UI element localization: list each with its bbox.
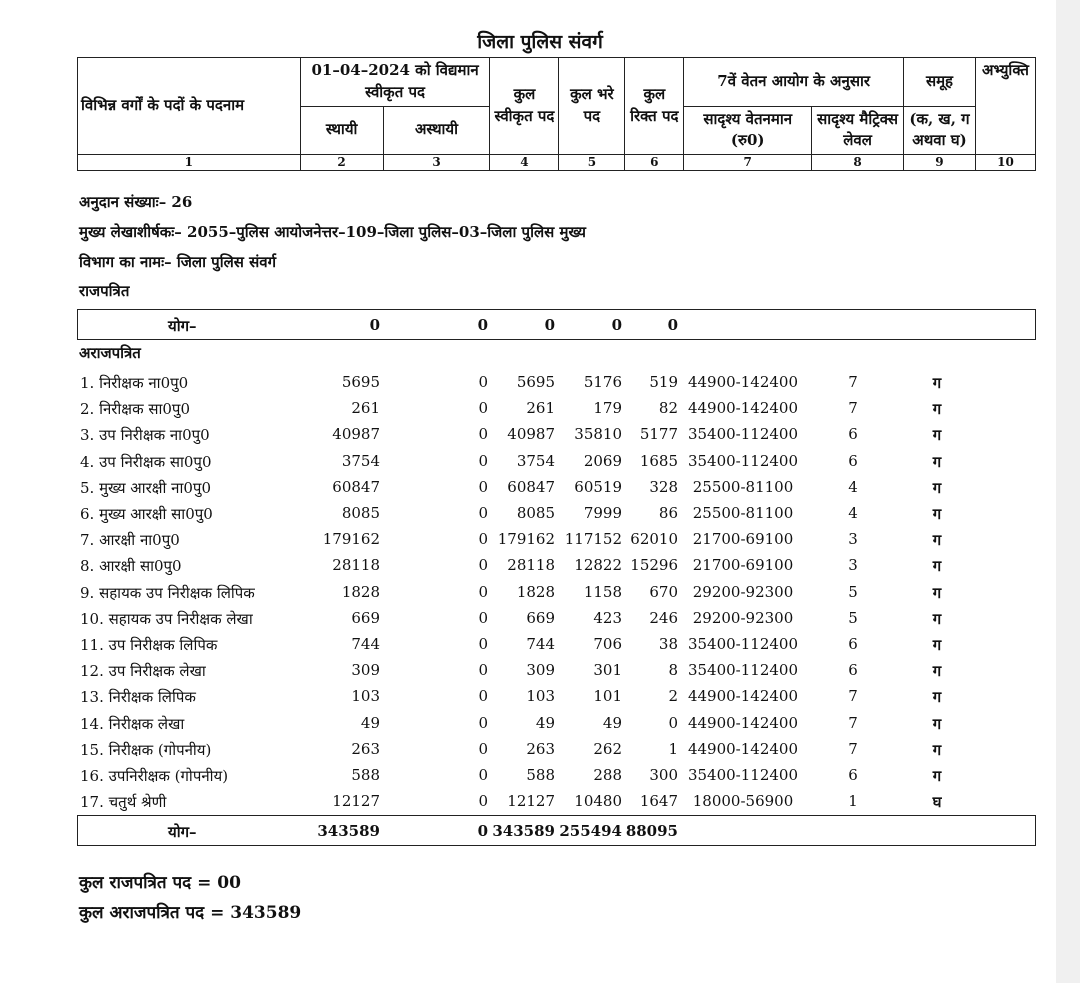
cell-permanent: 669 [351,608,380,627]
cell-total-vacant: 246 [649,608,678,627]
header-temporary: अस्थायी [383,106,490,155]
header-table [77,57,1036,171]
gazetted-total-row [0,312,1080,338]
cell-pay-scale: 44900-142400 [687,739,799,758]
account-head: मुख्य लेखाशीर्षकः– 2055–पुलिस आयोजनेत्तर–109–जिला पुलिस–03–जिला पुलिस मुख्य [79,223,586,241]
cell-pay-scale: 25500-81100 [692,477,794,496]
cell-permanent: 8085 [341,504,380,522]
cell-total-sanctioned: 744 [526,635,555,653]
cell-permanent: 40987 [332,425,380,444]
cell-permanent: 5695 [341,373,380,391]
cell-total-sanctioned: 8085 [516,504,555,522]
cell-total-sanctioned: 12127 [507,792,555,811]
page-title: जिला पुलिस संवर्ग [477,31,603,53]
cell-post-name: 13. निरीक्षक लिपिक [80,688,196,707]
cell-pay-scale: 29200-92300 [692,582,794,601]
cell-temporary: 0 [478,608,488,627]
cell-temporary: 0 [478,713,488,732]
cell-temporary: 0 [478,661,488,680]
cell-permanent: 588 [351,766,380,784]
cell-permanent: 28118 [332,556,380,575]
cell-total-filled: 49 [602,713,622,732]
cell-group: ग [932,740,942,759]
cell-temporary: 0 [478,451,488,470]
cell-post-name: 12. उप निरीक्षक लेखा [80,662,206,681]
col-number: 6 [625,155,684,171]
cell-temporary: 0 [478,635,488,653]
table-row [0,474,1080,500]
cell-total-sanctioned: 28118 [507,556,555,575]
col-number: 2 [300,155,383,171]
table-row [0,631,1080,657]
header-group-top: समूह [904,58,976,107]
table-row [0,500,1080,526]
cell-total-sanctioned: 40987 [507,425,555,444]
cell-permanent: 309 [351,661,380,680]
cell-total-sanctioned: 261 [526,399,555,418]
cell-total-vacant: 1647 [639,792,678,811]
cell-pay-scale: 44900-142400 [687,687,799,706]
cell-permanent: 0 [369,316,380,334]
table-row [0,526,1080,552]
header-matrix-level: सादृश्य मैट्रिक्स लेवल [812,106,904,155]
col-number: 5 [559,155,625,171]
cell-temporary: 0 [477,316,488,334]
cell-group: ग [932,426,942,445]
cell-temporary: 0 [478,739,488,758]
total-label: योग– [168,823,197,841]
cell-total-sanctioned: 49 [535,713,555,732]
cell-total-vacant: 670 [649,582,678,601]
table-row [0,369,1080,395]
col-number: 1 [78,155,301,171]
cell-total-filled: 10480 [574,792,622,811]
cell-total-filled: 117152 [564,530,622,549]
cell-total-sanctioned: 343589 [492,822,555,840]
cell-total-vacant: 300 [649,766,678,784]
cell-total-sanctioned: 103 [526,687,555,706]
cell-total-filled: 60519 [574,477,622,496]
cell-total-vacant: 8 [668,661,678,680]
cell-group: ग [932,557,942,576]
cell-matrix-level: 3 [848,556,858,575]
cell-matrix-level: 6 [848,451,858,470]
cell-matrix-level: 4 [848,477,858,496]
table-row [0,762,1080,788]
section-gazetted: राजपत्रित [79,282,130,300]
table-row [0,552,1080,578]
table-row [0,683,1080,709]
cell-matrix-level: 7 [848,399,858,418]
cell-matrix-level: 7 [848,373,858,391]
col-number: 4 [490,155,559,171]
cell-matrix-level: 6 [848,425,858,444]
cell-post-name: 6. मुख्य आरक्षी सा0पु0 [80,505,213,523]
cell-total-vacant: 88095 [625,822,678,840]
cell-group: ग [932,609,942,628]
cell-permanent: 261 [351,399,380,418]
cell-total-sanctioned: 0 [544,316,555,334]
cell-post-name: 9. सहायक उप निरीक्षक लिपिक [80,583,255,602]
table-row [0,736,1080,762]
cell-group: ग [932,583,942,602]
cell-group: घ [932,793,942,812]
cell-pay-scale: 35400-112400 [687,635,799,653]
cell-post-name: 3. उप निरीक्षक ना0पु0 [80,426,210,445]
cell-total-filled: 262 [593,739,622,758]
cell-total-vacant: 1685 [639,451,678,470]
cell-matrix-level: 4 [848,504,858,522]
header-group-bottom: (क, ख, ग अथवा घ) [904,106,976,155]
cell-total-filled: 288 [593,766,622,784]
col-number: 7 [684,155,812,171]
table-row [0,395,1080,421]
cell-matrix-level: 6 [848,766,858,784]
cell-group: ग [932,662,942,681]
cell-total-sanctioned: 1828 [516,582,555,601]
cell-total-filled: 0 [611,316,622,334]
cell-matrix-level: 5 [848,608,858,627]
col-number: 8 [812,155,904,171]
header-permanent: स्थायी [300,106,383,155]
table-row [0,421,1080,447]
cell-temporary: 0 [478,792,488,811]
header-post-names: विभिन्न वर्गों के पदों के पदनाम [78,58,301,155]
table-row [0,710,1080,736]
cell-temporary: 0 [478,687,488,706]
col-number: 10 [975,155,1035,171]
header-sanctioned-group: 01–04–2024 को विद्यमान स्वीकृत पद [300,58,490,107]
cell-total-filled: 5176 [583,373,622,391]
cell-group: ग [932,452,942,471]
cell-total-filled: 2069 [583,451,622,470]
header-pay-commission-group: 7वें वेतन आयोग के अनुसार [684,58,904,107]
cell-matrix-level: 3 [848,530,858,549]
cell-total-sanctioned: 3754 [516,451,555,470]
cell-post-name: 10. सहायक उप निरीक्षक लेखा [80,609,253,628]
cell-matrix-level: 7 [848,739,858,758]
cell-pay-scale: 44900-142400 [687,399,799,418]
cell-total-filled: 255494 [559,822,622,840]
header-total-vacant: कुल रिक्त पद [625,58,684,155]
cell-total-sanctioned: 60847 [507,477,555,496]
cell-group: ग [932,714,942,733]
footer-nongazetted-total: कुल अराजपत्रित पद = 343589 [79,903,302,923]
cell-post-name: 5. मुख्य आरक्षी ना0पु0 [80,478,211,497]
cell-permanent: 3754 [341,451,380,470]
cell-pay-scale: 35400-112400 [687,661,799,680]
cell-temporary: 0 [478,425,488,444]
cell-permanent: 49 [360,713,380,732]
cell-total-filled: 423 [593,608,622,627]
cell-total-sanctioned: 263 [526,739,555,758]
cell-matrix-level: 6 [848,635,858,653]
cell-pay-scale: 21700-69100 [692,556,794,575]
col-number: 9 [904,155,976,171]
cell-total-sanctioned: 309 [526,661,555,680]
cell-group: ग [932,400,942,419]
cell-post-name: 16. उपनिरीक्षक (गोपनीय) [80,767,229,785]
cell-pay-scale: 44900-142400 [687,713,799,732]
cell-permanent: 179162 [322,530,380,549]
cell-total-filled: 7999 [583,504,622,522]
cell-total-filled: 1158 [583,582,622,601]
cell-total-vacant: 0 [667,316,678,334]
cell-total-vacant: 0 [668,713,678,732]
table-row [0,605,1080,631]
grant-number: अनुदान संख्याः– 26 [79,193,193,211]
cell-total-sanctioned: 179162 [497,530,555,549]
cell-total-vacant: 5177 [639,425,678,444]
cell-post-name: 17. चतुर्थ श्रेणी [80,793,167,812]
cell-total-vacant: 62010 [630,530,678,549]
cell-total-vacant: 2 [668,687,678,706]
cell-matrix-level: 7 [848,713,858,732]
cell-matrix-level: 1 [848,792,858,811]
header-pay-scale: सादृश्य वेतनमान (रु0) [684,106,812,155]
cell-group: ग [932,374,942,392]
cell-group: ग [932,505,942,523]
total-label: योग– [168,317,197,335]
cell-pay-scale: 44900-142400 [687,373,799,391]
header-total-sanctioned: कुल स्वीकृत पद [490,58,559,155]
cell-temporary: 0 [478,504,488,522]
cell-total-filled: 12822 [574,556,622,575]
cell-post-name: 11. उप निरीक्षक लिपिक [80,636,218,654]
cell-pay-scale: 35400-112400 [687,451,799,470]
header-total-filled: कुल भरे पद [559,58,625,155]
cell-group: ग [932,636,942,654]
cell-post-name: 14. निरीक्षक लेखा [80,714,185,733]
cell-pay-scale: 35400-112400 [687,766,799,784]
cell-permanent: 263 [351,739,380,758]
cell-temporary: 0 [478,556,488,575]
cell-temporary: 0 [478,399,488,418]
cell-matrix-level: 5 [848,582,858,601]
cell-group: ग [932,767,942,785]
cell-post-name: 8. आरक्षी सा0पु0 [80,557,182,576]
table-row [0,579,1080,605]
cell-matrix-level: 6 [848,661,858,680]
cell-temporary: 0 [478,766,488,784]
cell-permanent: 103 [351,687,380,706]
cell-total-vacant: 86 [658,504,678,522]
grand-total-row [0,818,1080,844]
cell-permanent: 1828 [341,582,380,601]
cell-temporary: 0 [478,477,488,496]
cell-group: ग [932,478,942,497]
cell-total-filled: 35810 [574,425,622,444]
cell-total-filled: 301 [593,661,622,680]
cell-total-vacant: 519 [649,373,678,391]
table-row [0,788,1080,814]
cell-total-vacant: 328 [649,477,678,496]
cell-temporary: 0 [477,822,488,840]
cell-pay-scale: 21700-69100 [692,530,794,549]
cell-total-vacant: 38 [658,635,678,653]
section-nongazetted: अराजपत्रित [79,344,141,362]
cell-temporary: 0 [478,373,488,391]
department-name: विभाग का नामः– जिला पुलिस संवर्ग [79,253,277,271]
cell-post-name: 2. निरीक्षक सा0पु0 [80,400,190,419]
cell-total-vacant: 15296 [630,556,678,575]
cell-total-filled: 179 [593,399,622,418]
cell-group: ग [932,688,942,707]
cell-total-filled: 706 [593,635,622,653]
cell-total-vacant: 82 [658,399,678,418]
cell-total-filled: 101 [593,687,622,706]
cell-temporary: 0 [478,530,488,549]
cell-permanent: 60847 [332,477,380,496]
header-remarks: अभ्युक्ति [975,58,1035,155]
cell-permanent: 343589 [317,822,380,840]
cell-post-name: 4. उप निरीक्षक सा0पु0 [80,452,212,471]
cell-permanent: 744 [351,635,380,653]
cell-pay-scale: 18000-56900 [692,792,794,811]
table-row [0,448,1080,474]
cell-total-sanctioned: 588 [526,766,555,784]
cell-pay-scale: 29200-92300 [692,608,794,627]
cell-group: ग [932,531,942,550]
cell-total-sanctioned: 669 [526,608,555,627]
table-row [0,657,1080,683]
cell-permanent: 12127 [332,792,380,811]
cell-matrix-level: 7 [848,687,858,706]
cell-pay-scale: 35400-112400 [687,425,799,444]
cell-post-name: 15. निरीक्षक (गोपनीय) [80,740,212,759]
cell-temporary: 0 [478,582,488,601]
cell-post-name: 7. आरक्षी ना0पु0 [80,531,180,550]
footer-gazetted-total: कुल राजपत्रित पद = 00 [79,873,241,893]
cell-total-sanctioned: 5695 [516,373,555,391]
cell-post-name: 1. निरीक्षक ना0पु0 [80,374,189,392]
cell-pay-scale: 25500-81100 [692,504,794,522]
cell-total-vacant: 1 [668,739,678,758]
col-number: 3 [383,155,490,171]
